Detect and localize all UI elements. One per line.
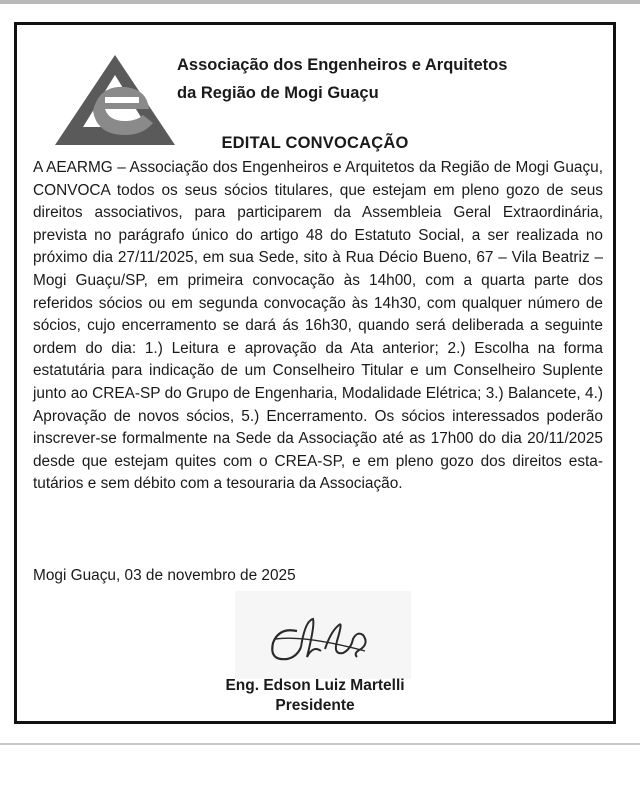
notice-date: Mogi Guaçu, 03 de novembro de 2025 xyxy=(33,567,296,584)
bottom-divider xyxy=(0,743,640,745)
signatory-name: Eng. Edson Luiz Martelli xyxy=(225,677,405,694)
organization-name-line-1: Associação dos Engenheiros e Arquitetos xyxy=(177,56,508,74)
handwritten-signature-icon xyxy=(235,591,411,679)
organization-name-line-2: da Região de Mogi Guaçu xyxy=(177,84,379,102)
notice-frame xyxy=(14,22,616,724)
notice-body: A AEARMG – Associação dos Engenheiros e Arquitetos da Região de Mogi Guaçu, CONVOCA todos os seus sócios titulares, que estejam em pleno gozo de seus direitos associativos, para participarem da Assembleia Geral Extraordinária, prevista no parágrafo único do artigo 48 do Estatuto Social, a ser realizada no próximo dia 27/11/2025, em sua Sede, sito à Rua Décio Bueno, 67 – Vila Beatriz – Mogi Guaçu/SP, em primeira convocação às 14h00, com a quarta parte dos referidos sócios ou em segunda convocação às 14h30, com qualquer número de sócios, cujo encerramento se dará ás 16h30, quando será deliberada a seguinte ordem do dia: 1.) Leitura e aprovação da Ata anterior; 2.) Escolha na forma estatutária para indicação de um Conselheiro Titular e um Conselheiro Suplente junto ao CREA-SP do Grupo de Engenharia, Modalidade Elétrica; 3.) Balancete, 4.) Aprovação de novos sócios, 5.) Encerramento. Os sócios interessados poderão inscrever-se formalmente na Sede da Associação até as 17h00 do dia 20/11/2025 desde que estejam quites com o CREA-SP, e em pleno gozo dos direitos estatutários e sem débito com a tesouraria da Associação. xyxy=(33,159,603,493)
top-divider xyxy=(0,0,640,4)
organization-name xyxy=(177,51,597,107)
notice-title: EDITAL CONVOCAÇÃO xyxy=(221,134,409,152)
signatory-role: Presidente xyxy=(275,697,355,714)
signature-image xyxy=(235,591,411,679)
signatory xyxy=(17,676,613,716)
